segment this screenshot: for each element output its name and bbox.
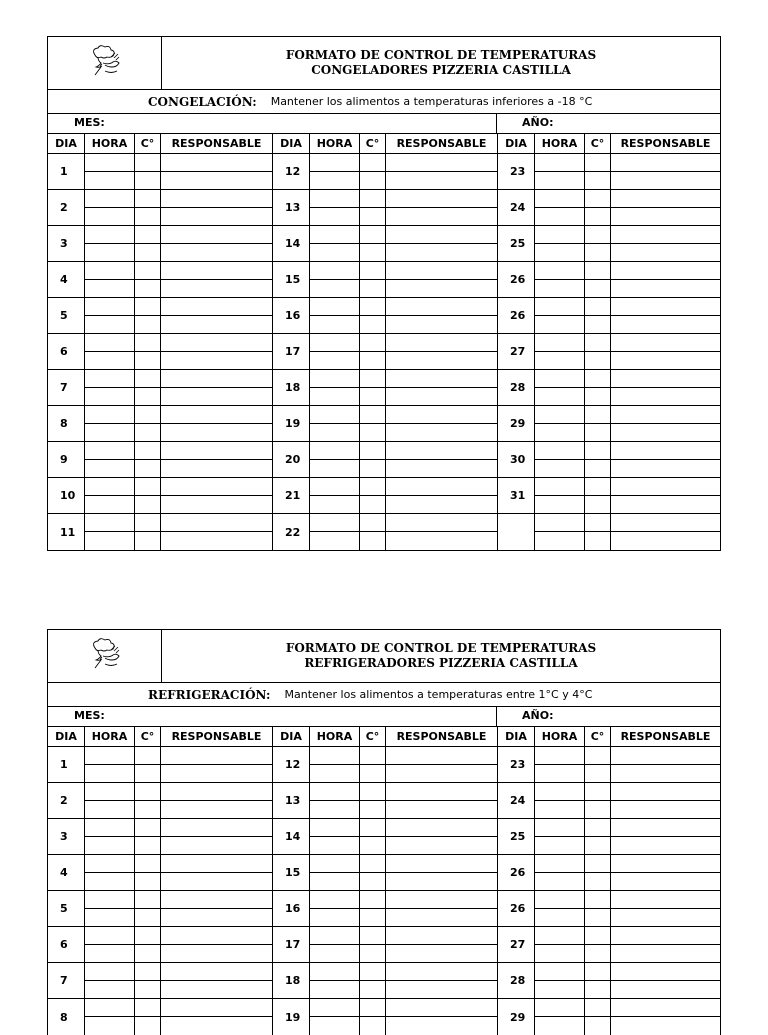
time-field[interactable] — [535, 514, 585, 550]
day-number: 5 — [48, 891, 85, 926]
day-number: 17 — [273, 334, 310, 369]
condition-text: Mantener los alimentos a temperaturas inferiores a -18 °C — [270, 95, 593, 108]
form-title-line2: REFRIGERADORES PIZZERIA CASTILLA — [304, 656, 578, 670]
temperature-field[interactable] — [360, 999, 386, 1035]
time-field[interactable] — [535, 819, 585, 854]
day-number: 27 — [498, 334, 535, 369]
temperature-field[interactable] — [135, 442, 161, 477]
temperature-field[interactable] — [135, 747, 161, 782]
responsible-field[interactable] — [386, 927, 498, 962]
time-field[interactable] — [535, 927, 585, 962]
year-label: AÑO: — [522, 709, 554, 722]
day-number: 28 — [498, 963, 535, 998]
time-field[interactable] — [85, 442, 135, 477]
table-row — [48, 855, 720, 891]
time-field[interactable] — [310, 819, 360, 854]
time-field[interactable] — [85, 334, 135, 369]
time-field[interactable] — [310, 406, 360, 441]
temperature-field[interactable] — [360, 262, 386, 297]
day-number: 11 — [48, 514, 85, 550]
day-number: 1 — [48, 747, 85, 782]
responsible-field[interactable] — [161, 442, 273, 477]
column-header-day: DIA — [48, 134, 85, 153]
temperature-field[interactable] — [360, 226, 386, 261]
responsible-field[interactable] — [161, 334, 273, 369]
temperature-field[interactable] — [585, 927, 611, 962]
time-field[interactable] — [85, 154, 135, 189]
column-header-responsible: RESPONSABLE — [620, 137, 711, 150]
responsible-field[interactable] — [161, 406, 273, 441]
temperature-field[interactable] — [135, 999, 161, 1035]
time-field[interactable] — [310, 927, 360, 962]
day-number: 5 — [48, 298, 85, 333]
condition-label: REFRIGERACIÓN: — [148, 687, 271, 702]
column-header-time: HORA — [535, 134, 585, 153]
temperature-field[interactable] — [135, 478, 161, 513]
temperature-field[interactable] — [585, 442, 611, 477]
time-field[interactable] — [85, 226, 135, 261]
temperature-field[interactable] — [135, 927, 161, 962]
responsible-field[interactable] — [386, 747, 498, 782]
responsible-field[interactable] — [611, 370, 720, 405]
table-row — [48, 999, 720, 1035]
condition-row — [48, 683, 720, 707]
responsible-field[interactable] — [611, 963, 720, 998]
column-header-responsible: RESPONSABLE — [161, 134, 273, 153]
day-number — [498, 514, 535, 550]
day-number: 16 — [273, 298, 310, 333]
table-row — [48, 963, 720, 999]
condition-row — [48, 90, 720, 114]
freezer-temperature-form — [47, 36, 721, 551]
responsible-field[interactable] — [386, 442, 498, 477]
temperature-field[interactable] — [585, 514, 611, 550]
day-number: 14 — [273, 819, 310, 854]
temperature-field[interactable] — [360, 855, 386, 890]
column-header-temperature: C° — [135, 727, 161, 746]
table-row — [48, 262, 720, 298]
time-field[interactable] — [535, 891, 585, 926]
temperature-field[interactable] — [135, 226, 161, 261]
responsible-field[interactable] — [161, 370, 273, 405]
time-field[interactable] — [535, 963, 585, 998]
time-field[interactable] — [85, 298, 135, 333]
responsible-field[interactable] — [611, 190, 720, 225]
time-field[interactable] — [535, 999, 585, 1035]
day-number: 6 — [48, 927, 85, 962]
day-number: 20 — [273, 442, 310, 477]
temperature-field[interactable] — [360, 819, 386, 854]
responsible-field[interactable] — [386, 226, 498, 261]
month-label: MES: — [74, 116, 105, 129]
day-number: 25 — [498, 819, 535, 854]
day-number: 2 — [48, 190, 85, 225]
time-field[interactable] — [85, 891, 135, 926]
day-number: 6 — [48, 334, 85, 369]
day-number: 24 — [498, 783, 535, 818]
month-year-row — [48, 707, 720, 727]
day-number: 16 — [273, 891, 310, 926]
form-header — [48, 37, 720, 90]
time-field[interactable] — [310, 226, 360, 261]
time-field[interactable] — [85, 406, 135, 441]
responsible-field[interactable] — [386, 262, 498, 297]
responsible-field[interactable] — [386, 783, 498, 818]
day-number: 12 — [273, 747, 310, 782]
column-header-temperature: C° — [135, 134, 161, 153]
time-field[interactable] — [310, 514, 360, 550]
temperature-field[interactable] — [585, 154, 611, 189]
day-number: 26 — [498, 891, 535, 926]
column-header-day: DIA — [48, 727, 85, 746]
table-row — [48, 226, 720, 262]
column-header-day: DIA — [498, 727, 535, 746]
time-field[interactable] — [535, 478, 585, 513]
responsible-field[interactable] — [611, 478, 720, 513]
day-number: 18 — [273, 370, 310, 405]
responsible-field[interactable] — [161, 963, 273, 998]
responsible-field[interactable] — [611, 855, 720, 890]
time-field[interactable] — [310, 442, 360, 477]
day-number: 19 — [273, 999, 310, 1035]
day-rows — [48, 154, 720, 550]
temperature-field[interactable] — [135, 298, 161, 333]
day-number: 15 — [273, 855, 310, 890]
table-row — [48, 747, 720, 783]
day-number: 26 — [498, 855, 535, 890]
time-field[interactable] — [85, 514, 135, 550]
form-header — [48, 630, 720, 683]
responsible-field[interactable] — [611, 514, 720, 550]
chef-hat-logo-icon — [48, 630, 162, 682]
temperature-field[interactable] — [360, 154, 386, 189]
responsible-field[interactable] — [611, 226, 720, 261]
time-field[interactable] — [85, 999, 135, 1035]
table-row — [48, 891, 720, 927]
responsible-field[interactable] — [611, 999, 720, 1035]
time-field[interactable] — [535, 855, 585, 890]
table-row — [48, 298, 720, 334]
column-header-row — [48, 727, 720, 747]
temperature-field[interactable] — [360, 190, 386, 225]
table-row — [48, 819, 720, 855]
responsible-field[interactable] — [386, 855, 498, 890]
temperature-field[interactable] — [360, 963, 386, 998]
day-rows — [48, 747, 720, 1035]
day-number: 28 — [498, 370, 535, 405]
time-field[interactable] — [85, 855, 135, 890]
day-number: 29 — [498, 999, 535, 1035]
day-number: 24 — [498, 190, 535, 225]
responsible-field[interactable] — [611, 334, 720, 369]
temperature-field[interactable] — [135, 262, 161, 297]
table-row — [48, 927, 720, 963]
temperature-field[interactable] — [360, 747, 386, 782]
time-field[interactable] — [535, 190, 585, 225]
temperature-field[interactable] — [585, 999, 611, 1035]
condition-text: Mantener los alimentos a temperaturas entre 1°C y 4°C — [284, 688, 593, 701]
time-field[interactable] — [535, 442, 585, 477]
responsible-field[interactable] — [386, 406, 498, 441]
temperature-field[interactable] — [135, 783, 161, 818]
table-row — [48, 154, 720, 190]
temperature-field[interactable] — [585, 334, 611, 369]
responsible-field[interactable] — [161, 298, 273, 333]
time-field[interactable] — [85, 747, 135, 782]
table-row — [48, 334, 720, 370]
day-number: 4 — [48, 855, 85, 890]
responsible-field[interactable] — [161, 514, 273, 550]
temperature-field[interactable] — [135, 190, 161, 225]
temperature-field[interactable] — [135, 406, 161, 441]
time-field[interactable] — [310, 747, 360, 782]
time-field[interactable] — [310, 334, 360, 369]
day-number: 3 — [48, 819, 85, 854]
temperature-field[interactable] — [585, 783, 611, 818]
form-title-line2: CONGELADORES PIZZERIA CASTILLA — [311, 63, 571, 77]
time-field[interactable] — [85, 819, 135, 854]
column-header-time: HORA — [535, 727, 585, 746]
form-title — [162, 630, 720, 682]
responsible-field[interactable] — [386, 819, 498, 854]
temperature-field[interactable] — [135, 855, 161, 890]
responsible-field[interactable] — [161, 226, 273, 261]
responsible-field[interactable] — [611, 747, 720, 782]
time-field[interactable] — [535, 226, 585, 261]
responsible-field[interactable] — [611, 891, 720, 926]
temperature-field[interactable] — [585, 190, 611, 225]
temperature-field[interactable] — [135, 370, 161, 405]
temperature-field[interactable] — [585, 370, 611, 405]
responsible-field[interactable] — [161, 190, 273, 225]
temperature-field[interactable] — [360, 334, 386, 369]
day-number: 29 — [498, 406, 535, 441]
temperature-field[interactable] — [360, 406, 386, 441]
day-number: 27 — [498, 927, 535, 962]
day-number: 13 — [273, 190, 310, 225]
day-number: 13 — [273, 783, 310, 818]
temperature-field[interactable] — [360, 891, 386, 926]
responsible-field[interactable] — [161, 154, 273, 189]
time-field[interactable] — [310, 891, 360, 926]
form-title-line1: FORMATO DE CONTROL DE TEMPERATURAS — [285, 641, 597, 655]
column-header-time: HORA — [85, 134, 135, 153]
table-row — [48, 370, 720, 406]
responsible-field[interactable] — [161, 999, 273, 1035]
day-number: 23 — [498, 747, 535, 782]
table-row — [48, 478, 720, 514]
responsible-field[interactable] — [386, 514, 498, 550]
time-field[interactable] — [85, 190, 135, 225]
day-number: 22 — [273, 514, 310, 550]
column-header-time: HORA — [310, 134, 360, 153]
temperature-field[interactable] — [360, 927, 386, 962]
time-field[interactable] — [535, 783, 585, 818]
time-field[interactable] — [310, 298, 360, 333]
condition-label: CONGELACIÓN: — [148, 94, 257, 109]
time-field[interactable] — [310, 190, 360, 225]
responsible-field[interactable] — [386, 999, 498, 1035]
responsible-field[interactable] — [161, 891, 273, 926]
responsible-field[interactable] — [386, 190, 498, 225]
day-number: 7 — [48, 963, 85, 998]
temperature-field[interactable] — [360, 298, 386, 333]
temperature-field[interactable] — [585, 262, 611, 297]
temperature-field[interactable] — [360, 370, 386, 405]
day-number: 26 — [498, 262, 535, 297]
responsible-field[interactable] — [386, 963, 498, 998]
day-number: 23 — [498, 154, 535, 189]
time-field[interactable] — [85, 783, 135, 818]
temperature-field[interactable] — [360, 514, 386, 550]
day-number: 9 — [48, 442, 85, 477]
responsible-field[interactable] — [611, 783, 720, 818]
day-number: 3 — [48, 226, 85, 261]
time-field[interactable] — [310, 154, 360, 189]
responsible-field[interactable] — [161, 855, 273, 890]
day-number: 12 — [273, 154, 310, 189]
day-number: 15 — [273, 262, 310, 297]
column-header-responsible: RESPONSABLE — [161, 727, 273, 746]
day-number: 1 — [48, 154, 85, 189]
time-field[interactable] — [310, 999, 360, 1035]
column-header-time: HORA — [310, 727, 360, 746]
time-field[interactable] — [310, 370, 360, 405]
responsible-field[interactable] — [386, 334, 498, 369]
column-header-temperature: C° — [360, 134, 386, 153]
column-header-responsible: RESPONSABLE — [386, 727, 498, 746]
column-header-temperature: C° — [360, 727, 386, 746]
time-field[interactable] — [535, 298, 585, 333]
responsible-field[interactable] — [161, 783, 273, 818]
month-year-row — [48, 114, 720, 134]
temperature-field[interactable] — [585, 226, 611, 261]
time-field[interactable] — [535, 334, 585, 369]
day-number: 17 — [273, 927, 310, 962]
time-field[interactable] — [85, 262, 135, 297]
day-number: 8 — [48, 406, 85, 441]
day-number: 4 — [48, 262, 85, 297]
temperature-field[interactable] — [585, 406, 611, 441]
time-field[interactable] — [85, 927, 135, 962]
time-field[interactable] — [535, 154, 585, 189]
day-number: 21 — [273, 478, 310, 513]
refrigerator-temperature-form — [47, 629, 721, 1035]
column-header-row — [48, 134, 720, 154]
temperature-field[interactable] — [585, 819, 611, 854]
day-number: 18 — [273, 963, 310, 998]
time-field[interactable] — [310, 478, 360, 513]
month-label: MES: — [74, 709, 105, 722]
day-number: 26 — [498, 298, 535, 333]
temperature-field[interactable] — [585, 963, 611, 998]
responsible-field[interactable] — [611, 406, 720, 441]
column-header-time: HORA — [85, 727, 135, 746]
day-number: 19 — [273, 406, 310, 441]
table-row — [48, 514, 720, 550]
table-row — [48, 442, 720, 478]
temperature-field[interactable] — [135, 154, 161, 189]
chef-hat-logo-icon — [48, 37, 162, 89]
table-row — [48, 190, 720, 226]
year-label: AÑO: — [522, 116, 554, 129]
temperature-field[interactable] — [360, 478, 386, 513]
form-title — [162, 37, 720, 89]
responsible-field[interactable] — [611, 819, 720, 854]
time-field[interactable] — [85, 370, 135, 405]
responsible-field[interactable] — [386, 154, 498, 189]
time-field[interactable] — [85, 478, 135, 513]
responsible-field[interactable] — [161, 747, 273, 782]
time-field[interactable] — [535, 370, 585, 405]
responsible-field[interactable] — [386, 298, 498, 333]
time-field[interactable] — [535, 262, 585, 297]
column-header-day: DIA — [498, 134, 535, 153]
temperature-field[interactable] — [135, 334, 161, 369]
temperature-field[interactable] — [585, 478, 611, 513]
column-header-day: DIA — [273, 727, 310, 746]
responsible-field[interactable] — [386, 891, 498, 926]
temperature-field[interactable] — [585, 891, 611, 926]
temperature-field[interactable] — [135, 963, 161, 998]
column-header-temperature: C° — [585, 727, 611, 746]
day-number: 8 — [48, 999, 85, 1035]
day-number: 30 — [498, 442, 535, 477]
responsible-field[interactable] — [386, 370, 498, 405]
time-field[interactable] — [85, 963, 135, 998]
time-field[interactable] — [310, 262, 360, 297]
temperature-field[interactable] — [360, 442, 386, 477]
responsible-field[interactable] — [611, 154, 720, 189]
time-field[interactable] — [535, 406, 585, 441]
table-row — [48, 406, 720, 442]
responsible-field[interactable] — [386, 478, 498, 513]
day-number: 25 — [498, 226, 535, 261]
time-field[interactable] — [535, 747, 585, 782]
column-header-day: DIA — [273, 134, 310, 153]
column-header-responsible: RESPONSABLE — [620, 730, 711, 743]
column-header-responsible: RESPONSABLE — [386, 134, 498, 153]
temperature-field[interactable] — [135, 891, 161, 926]
temperature-field[interactable] — [135, 819, 161, 854]
table-row — [48, 783, 720, 819]
temperature-field[interactable] — [585, 298, 611, 333]
column-header-temperature: C° — [585, 134, 611, 153]
responsible-field[interactable] — [611, 262, 720, 297]
responsible-field[interactable] — [161, 262, 273, 297]
time-field[interactable] — [310, 783, 360, 818]
day-number: 14 — [273, 226, 310, 261]
temperature-field[interactable] — [585, 855, 611, 890]
day-number: 31 — [498, 478, 535, 513]
temperature-field[interactable] — [135, 514, 161, 550]
responsible-field[interactable] — [611, 442, 720, 477]
responsible-field[interactable] — [161, 819, 273, 854]
responsible-field[interactable] — [611, 927, 720, 962]
responsible-field[interactable] — [161, 927, 273, 962]
day-number: 10 — [48, 478, 85, 513]
temperature-field[interactable] — [585, 747, 611, 782]
responsible-field[interactable] — [611, 298, 720, 333]
day-number: 2 — [48, 783, 85, 818]
day-number: 7 — [48, 370, 85, 405]
form-title-line1: FORMATO DE CONTROL DE TEMPERATURAS — [285, 48, 597, 62]
responsible-field[interactable] — [161, 478, 273, 513]
time-field[interactable] — [310, 963, 360, 998]
temperature-field[interactable] — [360, 783, 386, 818]
time-field[interactable] — [310, 855, 360, 890]
